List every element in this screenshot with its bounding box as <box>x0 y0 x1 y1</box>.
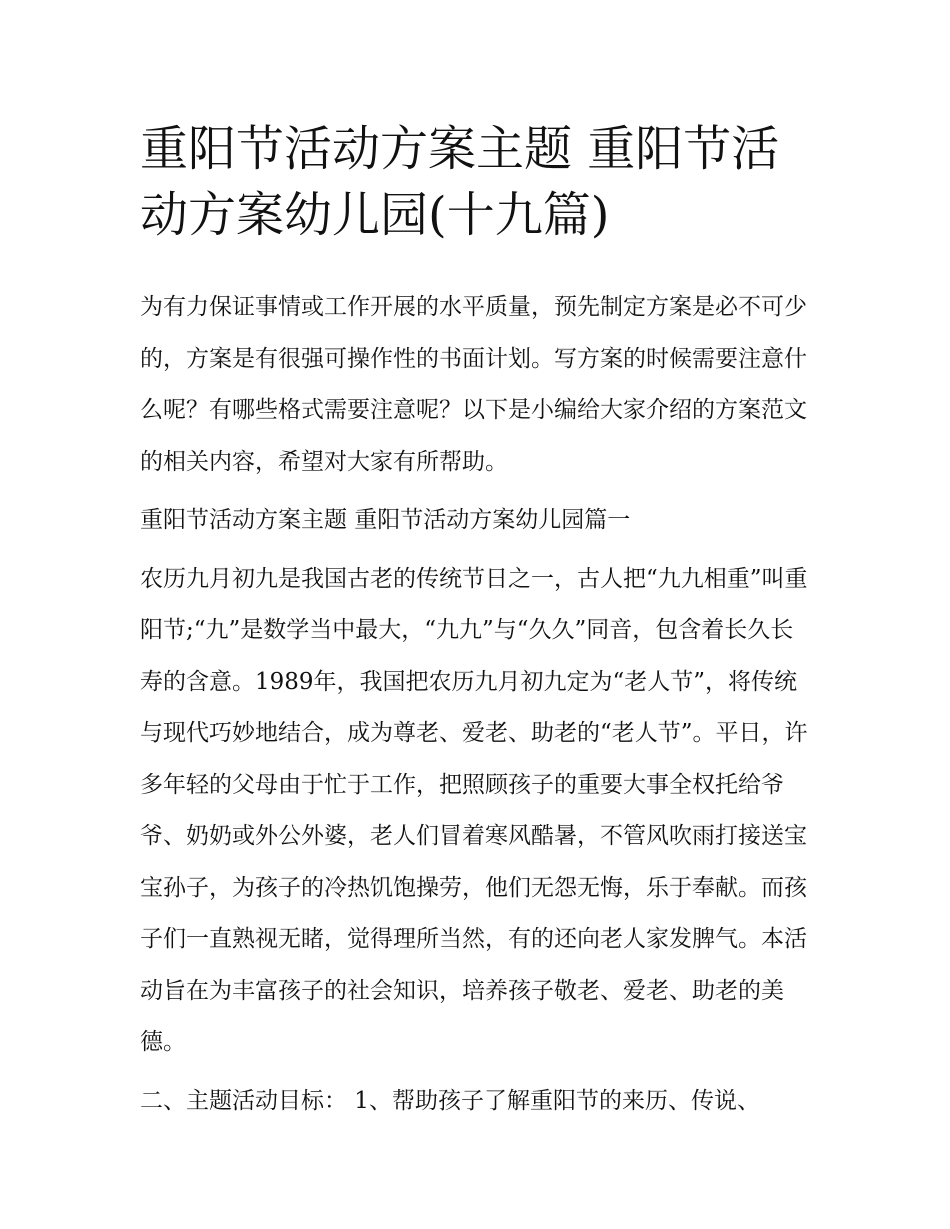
goals-paragraph: 二、主题活动目标： 1、帮助孩子了解重阳节的来历、传说、 <box>140 1087 760 1114</box>
document-title: 重阳节活动方案主题 重阳节活动方案幼儿园(十九篇) <box>140 121 780 243</box>
section-heading: 重阳节活动方案主题 重阳节活动方案幼儿园篇一 <box>140 507 631 533</box>
section-paragraph: 农历九月初九是我国古老的传统节日之一，古人把“九九相重”叫重阳节;“九”是数学当中最大，“九九”与“久久”同音，包含着长久长寿的含意。1989年，我国把农历九月初九定为“老人节”，将传统与现代巧妙地结合，成为尊老、爱老、助老的“老人节”。平日，许多年轻的父母由于忙于工作，把照顾孩子的重要大事全权托给爷爷、奶奶或外公外婆，老人们冒着寒风酷暑，不管风吹雨打接送宝宝孙子，为孩子的冷热饥饱操劳，他们无怨无悔，乐于奉献。而孩子们一直熟视无睹，觉得理所当然，有的还向老人家发脾气。本活动旨在为丰富孩子的社会知识，培养孩子敬老、爱老、助老的美德。 <box>140 565 808 1055</box>
document-body <box>140 282 810 1134</box>
intro-paragraph: 为有力保证事情或工作开展的水平质量，预先制定方案是必不可少的，方案是有很强可操作性的书面计划。写方案的时候需要注意什么呢？有哪些格式需要注意呢？以下是小编给大家介绍的方案范文的相关内容，希望对大家有所帮助。 <box>140 294 807 475</box>
